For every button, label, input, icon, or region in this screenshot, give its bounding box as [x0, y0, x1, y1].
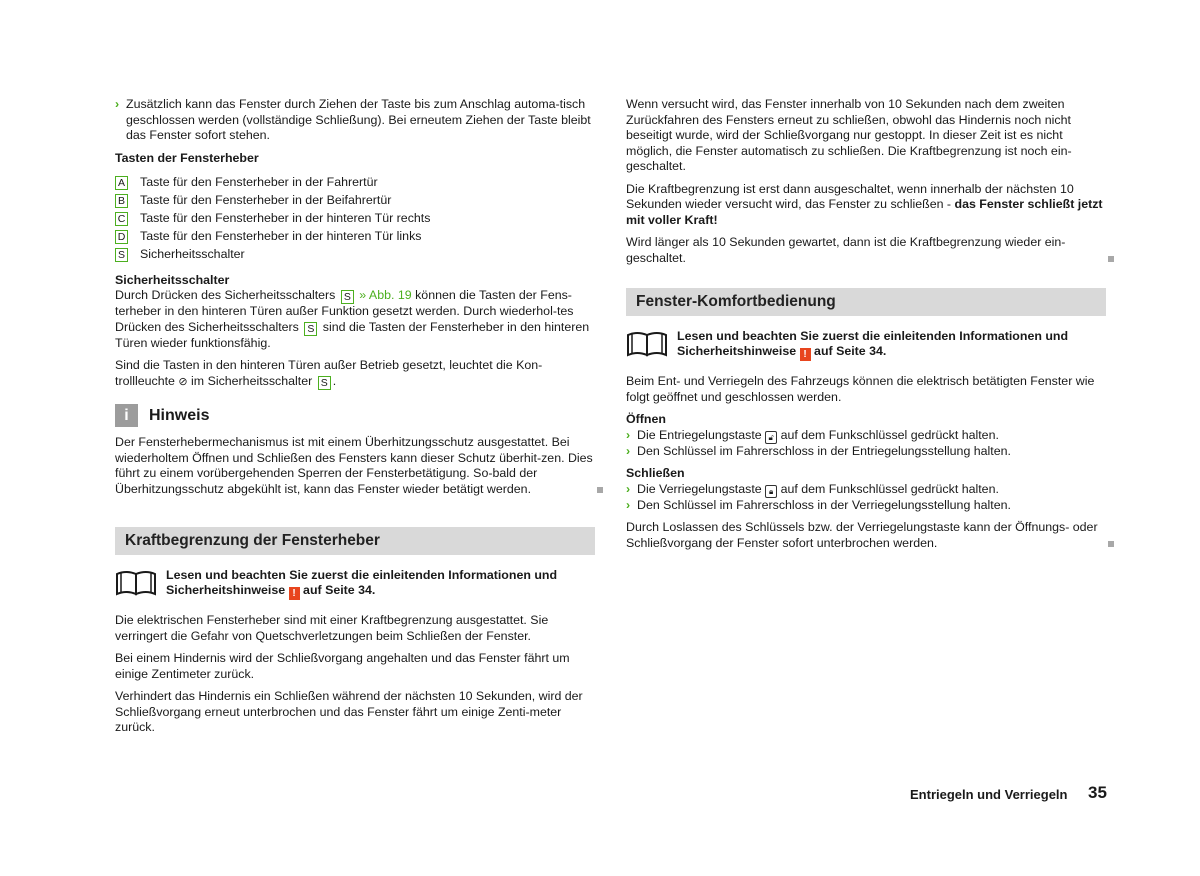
- hinweis-text: Der Fensterhebermechanismus ist mit einem Überhitzungsschutz ausgestattet. Bei wiederholtem Öffnen und Schließen des Fensters kann dieser Schutz überhit-zen. Dies führt zu einem vorübergehenden Sperren der Fensterbetätigung. So-bald der Überhitzungsschutz abgekühlt ist, kann das Fenster wieder betätigt werden.: [115, 435, 595, 497]
- page-number: 35: [1088, 783, 1107, 802]
- schliessen-bullet-2: › Den Schlüssel im Fahrerschloss in der Verriegelungsstellung halten.: [626, 497, 1011, 512]
- footer-chapter: Entriegeln und Verriegeln: [910, 787, 1068, 802]
- tasten-heading: Tasten der Fensterheber: [115, 150, 259, 165]
- chevron-right-icon: ›: [626, 427, 631, 442]
- komfort-paragraph-2: Durch Loslassen des Schlüssels bzw. der Verriegelungstaste kann der Öffnungs- oder Schließvorgang der Fenster sofort unterbrochen werden.: [626, 520, 1106, 551]
- right-paragraph-3: Wird länger als 10 Sekunden gewartet, dann ist die Kraftbegrenzung wieder ein-geschaltet.: [626, 235, 1106, 266]
- book-icon: [626, 329, 668, 357]
- schliessen-heading: Schließen: [626, 466, 685, 480]
- sicherheit-paragraph-2: Sind die Tasten in den hinteren Türen außer Betrieb gesetzt, leuchtet die Kon-trollleuchte ⊘ im Sicherheitsschalter S .: [115, 358, 543, 389]
- sicherheit-heading: Sicherheitsschalter: [115, 272, 230, 287]
- kraft-paragraph-1: Die elektrischen Fensterheber sind mit einer Kraftbegrenzung ausgestattet. Sie verringert die Gefahr von Quetschverletzungen beim Schließen der Fenster.: [115, 613, 549, 643]
- key-label: A: [115, 176, 128, 190]
- right-paragraph-1: Wenn versucht wird, das Fenster innerhalb von 10 Sekunden nach dem zweiten Zurückfahren des Fensters erneut zu schließen, obwohl das Hindernis noch nicht beseitigt wurde, wird der Schließvorgang nur gestoppt. In dieser Zeit ist es nicht möglich, die Fenster automatisch zu schließen. Die Kraftbegrenzung ist noch ein-geschaltet.: [626, 97, 1072, 173]
- hinweis-header: [115, 404, 595, 427]
- key-row-s: [115, 247, 595, 263]
- key-row-a: [115, 175, 595, 191]
- sicherheit-paragraph-1: Durch Drücken des Sicherheitsschalters S » Abb. 19 können die Tasten der Fens-terheber in den hinteren Türen außer Funktion gesetzt werden. Durch wiederhol-tes Drücken des Sicherheitsschalters S sind die Tasten der Fensterheber in den hinteren Türen wieder funktionsfähig.: [115, 288, 590, 350]
- key-row-b: [115, 193, 595, 209]
- intro-bullet: [115, 97, 595, 144]
- lock-key-icon: 🔒︎: [765, 485, 777, 498]
- schliessen-bullet-1: › Die Verriegelungstaste 🔒︎ auf dem Funkschlüssel gedrückt halten.: [626, 481, 999, 496]
- hinweis-title: Hinweis: [149, 407, 210, 425]
- chevron-right-icon: ›: [115, 97, 120, 111]
- kraft-paragraph-2: Bei einem Hindernis wird der Schließvorgang angehalten und das Fenster fährt um einige Zentimeter zurück.: [115, 651, 570, 681]
- key-label: C: [115, 212, 128, 226]
- chevron-right-icon: ›: [626, 497, 631, 512]
- right-paragraph-2: Die Kraftbegrenzung ist erst dann ausgeschaltet, wenn innerhalb der nächsten 10 Sekunden wieder versucht wird, das Fenster zu schließen - das Fenster schließt jetzt mit voller Kraft!: [626, 181, 1103, 227]
- unlock-key-icon: 🔓︎: [765, 431, 777, 444]
- key-label: S: [304, 322, 317, 336]
- key-row-d: [115, 229, 595, 245]
- read-first-text: Lesen und beachten Sie zuerst die einleitenden Informationen und Sicherheitshinweise ! auf Seite 34.: [166, 567, 558, 600]
- key-list: [115, 175, 595, 263]
- key-label: B: [115, 194, 128, 208]
- intro-bullet-text: Zusätzlich kann das Fenster durch Ziehen der Taste bis zum Anschlag automa-tisch geschlossen werden (vollständige Schließung). Bei erneutem Ziehen der Taste bleibt das Fenster sofort stehen.: [126, 97, 591, 142]
- key-row-c: [115, 211, 595, 227]
- kraft-paragraph-3: Verhindert das Hindernis ein Schließen während der nächsten 10 Sekunden, wird der Schließvorgang erneut unterbrochen und das Fenster fährt um einige Zenti-meter zurück.: [115, 689, 583, 735]
- right-column: [626, 97, 1106, 558]
- read-first-note: [115, 568, 595, 601]
- chevron-right-icon: ›: [626, 443, 631, 458]
- key-label: S: [115, 248, 128, 262]
- figure-link[interactable]: » Abb. 19: [359, 288, 412, 303]
- book-icon: [115, 568, 157, 596]
- end-marker-icon: [1108, 541, 1114, 547]
- oeffnen-heading: Öffnen: [626, 412, 666, 426]
- key-description: Taste für den Fensterheber in der hinteren Tür links: [140, 229, 422, 244]
- key-description: Taste für den Fensterheber in der Beifahrertür: [140, 193, 392, 208]
- key-description: Sicherheitsschalter: [140, 247, 245, 262]
- key-description: Taste für den Fensterheber in der Fahrertür: [140, 175, 378, 189]
- key-label: S: [341, 290, 354, 304]
- section-kraftbegrenzung: Kraftbegrenzung der Fensterheber: [115, 527, 595, 555]
- section-fenster-komfort: Fenster-Komfortbedienung: [626, 288, 1106, 316]
- read-first-note: [626, 329, 1106, 362]
- end-marker-icon: [597, 487, 603, 493]
- key-description: Taste für den Fensterheber in der hinteren Tür rechts: [140, 211, 431, 226]
- end-marker-icon: [1108, 256, 1114, 262]
- left-column: [115, 97, 595, 743]
- warning-icon: !: [289, 587, 300, 600]
- oeffnen-bullet-2: › Den Schlüssel im Fahrerschloss in der Entriegelungsstellung halten.: [626, 443, 1011, 458]
- chevron-right-icon: ›: [626, 481, 631, 496]
- window-lock-icon: ⊘: [178, 375, 188, 388]
- key-label: S: [318, 376, 331, 390]
- info-icon: i: [115, 404, 138, 427]
- warning-icon: !: [800, 348, 811, 361]
- oeffnen-bullet-1: › Die Entriegelungstaste 🔓︎ auf dem Funkschlüssel gedrückt halten.: [626, 427, 999, 442]
- read-first-text: Lesen und beachten Sie zuerst die einleitenden Informationen und Sicherheitshinweise ! auf Seite 34.: [677, 328, 1069, 360]
- key-label: D: [115, 230, 128, 244]
- komfort-paragraph-1: Beim Ent- und Verriegeln des Fahrzeugs können die elektrisch betätigten Fenster wie folgt geöffnet und geschlossen werden.: [626, 374, 1095, 404]
